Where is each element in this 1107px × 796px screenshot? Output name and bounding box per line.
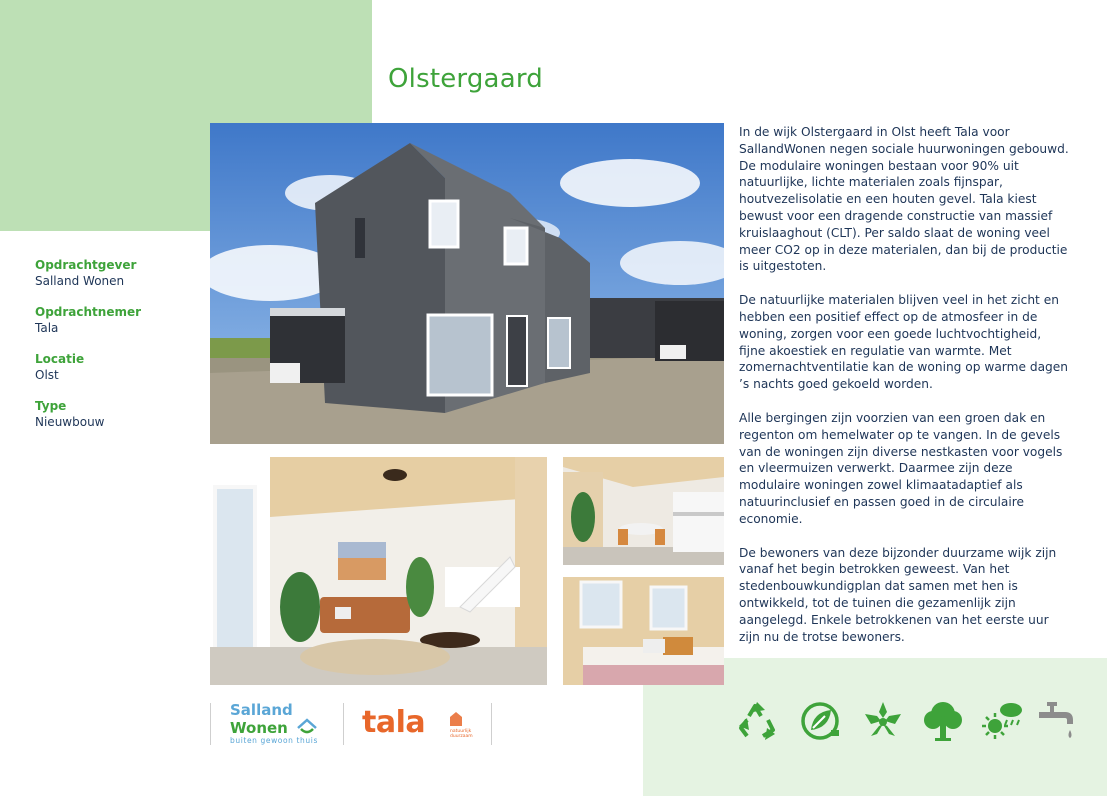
paragraph: De natuurlijke materialen blijven veel in het zicht en hebben een positief effect op de atmosfeer in de woning, zorgen voor een goede luchtvochtigheid, fijne akoestiek en regulatie van warmte. Met zomernachtventilatie kan de woning op warme dagen ’s nachts goed gekoeld worden.	[739, 293, 1069, 392]
divider	[210, 703, 211, 745]
birds-icon	[861, 698, 905, 744]
kitchen-photo	[563, 457, 724, 565]
eco-energy-icon	[799, 698, 843, 744]
exterior-photo	[210, 123, 724, 444]
meta-contractor	[35, 305, 205, 336]
tala-tagline: natuurlijk duurzaam	[450, 729, 473, 739]
page-title: Olstergaard	[388, 64, 543, 94]
weather-icon	[981, 698, 1025, 744]
meta-type	[35, 399, 205, 430]
house-icon	[295, 718, 319, 736]
logo-word: Salland	[230, 701, 293, 719]
living-room-photo	[210, 457, 547, 685]
tala-logo: tala	[362, 705, 426, 740]
tala-house-icon	[450, 712, 462, 726]
paragraph: Alle bergingen zijn voorzien van een groen dak en regenton om hemelwater op te vangen. In de gevels van de woningen zijn diverse nestkasten voor vogels en vleermuizen verwerkt. Daarmee zijn deze modulaire woningen zowel klimaatadaptief als natuurinclusief en passen goed in de circulaire economie.	[739, 410, 1063, 526]
logos	[210, 703, 500, 745]
meta-label: Opdrachtgever	[35, 258, 137, 272]
logo-word	[230, 718, 319, 736]
project-meta	[35, 258, 205, 446]
meta-value: Tala	[35, 321, 59, 335]
tree-icon	[921, 698, 965, 744]
water-tap-icon	[1035, 698, 1079, 744]
divider	[343, 703, 344, 745]
recycle-icon	[735, 698, 779, 744]
logo-word-text: Wonen	[230, 719, 288, 737]
divider	[491, 703, 492, 745]
meta-label: Type	[35, 399, 67, 413]
meta-value: Salland Wonen	[35, 274, 125, 288]
meta-label: Locatie	[35, 352, 85, 366]
project-description	[739, 124, 1069, 662]
paragraph: In de wijk Olstergaard in Olst heeft Tala voor SallandWonen negen sociale huurwoningen gebouwd. De modulaire woningen bestaan voor 90% uit natuurlijke, lichte materialen zoals fijnspar, houtvezelisolatie en een houten gevel. Tala kiest bewust voor een dragende constructie van massief kruislaaghout (CLT). Per saldo slaat de woning veel meer CO2 op in deze materialen, dan bij de productie is uitgestoten.	[739, 125, 1069, 274]
meta-client	[35, 258, 205, 289]
bedroom-photo	[563, 577, 724, 685]
meta-label: Opdrachtnemer	[35, 305, 142, 319]
sustainability-icons	[735, 698, 1080, 746]
meta-location	[35, 352, 205, 383]
meta-value: Nieuwbouw	[35, 415, 105, 429]
meta-value: Olst	[35, 368, 59, 382]
logo-tagline: buiten gewoon thuis	[230, 736, 318, 745]
paragraph: De bewoners van deze bijzonder duurzame wijk zijn vanaf het begin betrokken geweest. Van het stedenbouwkundigplan dat samen met hen is ontwikkeld, tot de tuinen die gezamenlijk zijn aangelegd. Enkele betrokkenen van het eerste uur zijn nu de trotse bewoners.	[739, 545, 1057, 644]
salland-wonen-logo	[230, 703, 319, 745]
